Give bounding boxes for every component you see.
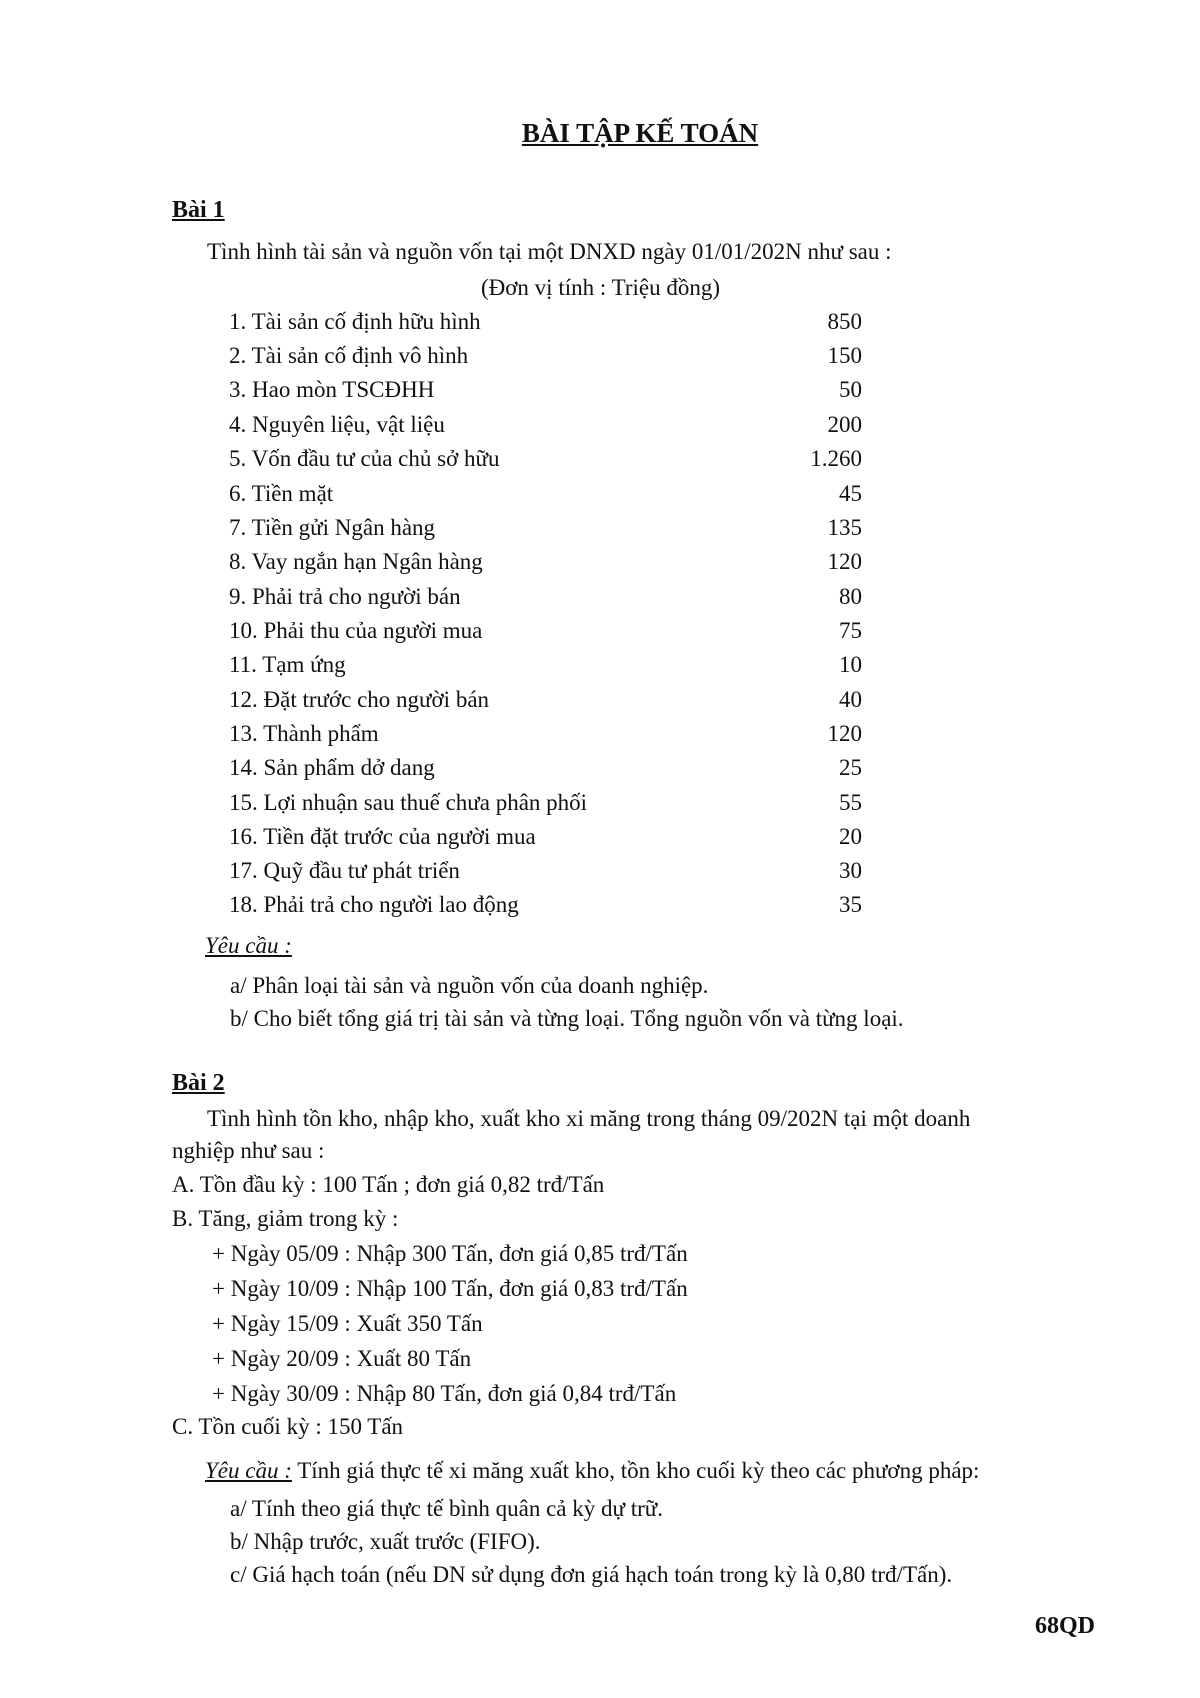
list-item: + Ngày 15/09 : Xuất 350 Tấn (212, 1311, 483, 1336)
list-item-label: 5. Vốn đầu tư của chủ sở hữu (229, 446, 500, 471)
list-item-amount: 150 (827, 343, 862, 368)
list-item-amount: 80 (839, 584, 862, 609)
list-item-label: 7. Tiền gửi Ngân hàng (229, 515, 436, 540)
bai1-heading: Bài 1 (172, 197, 225, 223)
list-item: + Ngày 20/09 : Xuất 80 Tấn (212, 1346, 472, 1371)
bai2-closing-stock: C. Tồn cuối kỳ : 150 Tấn (172, 1414, 404, 1439)
bai2-opening-stock: A. Tồn đầu kỳ : 100 Tấn ; đơn giá 0,82 trđ/Tấn (172, 1172, 605, 1197)
list-item-label: 8. Vay ngắn hạn Ngân hàng (229, 549, 483, 574)
list-item: + Ngày 10/09 : Nhập 100 Tấn, đơn giá 0,83 trđ/Tấn (212, 1276, 688, 1301)
list-item-amount: 75 (839, 618, 862, 643)
list-item-label: 10. Phải thu của người mua (229, 618, 483, 643)
bai2-requirement (205, 1459, 979, 1482)
list-item-label: 17. Quỹ đầu tư phát triển (229, 858, 460, 883)
list-item: + Ngày 05/09 : Nhập 300 Tấn, đơn giá 0,85 trđ/Tấn (212, 1241, 688, 1266)
list-item-label: 14. Sản phẩm dở dang (229, 755, 435, 780)
bai2-changes-heading: B. Tăng, giảm trong kỳ : (172, 1206, 399, 1231)
list-item-amount: 200 (827, 412, 862, 437)
list-item-amount: 20 (839, 824, 862, 849)
list-item-amount: 120 (827, 721, 862, 746)
list-item-label: 13. Thành phẩm (229, 721, 379, 746)
bai1-intro: Tình hình tài sản và nguồn vốn tại một DNXD ngày 01/01/202N như sau : (207, 239, 892, 264)
list-item-label: 2. Tài sản cố định vô hình (229, 343, 469, 368)
list-item-amount: 10 (839, 652, 862, 677)
list-item-amount: 1.260 (810, 446, 862, 471)
list-item-label: 12. Đặt trước cho người bán (229, 687, 490, 712)
page-title: BÀI TẬP KẾ TOÁN (521, 118, 759, 148)
list-item-label: 6. Tiền mặt (229, 481, 334, 506)
list-item-amount: 40 (839, 687, 862, 712)
bai2-requirement-label: Yêu cầu : (205, 1458, 292, 1483)
list-item-label: 18. Phải trả cho người lao động (229, 892, 519, 917)
bai2-intro-line1: Tình hình tồn kho, nhập kho, xuất kho xi măng trong tháng 09/202N tại một doanh (207, 1106, 971, 1131)
list-item-label: 16. Tiền đặt trước của người mua (229, 824, 536, 849)
list-item-amount: 25 (839, 755, 862, 780)
bai1-requirement-b: b/ Cho biết tổng giá trị tài sản và từng loại. Tổng nguồn vốn và từng loại. (230, 1006, 904, 1031)
list-item-amount: 45 (839, 481, 862, 506)
list-item-amount: 850 (827, 309, 862, 334)
list-item-amount: 120 (827, 549, 862, 574)
bai1-requirement-a: a/ Phân loại tài sản và nguồn vốn của doanh nghiệp. (230, 973, 709, 998)
list-item-label: 11. Tạm ứng (229, 652, 346, 677)
list-item-amount: 55 (839, 790, 862, 815)
list-item-amount: 35 (839, 892, 862, 917)
list-item-amount: 30 (839, 858, 862, 883)
list-item-label: 3. Hao mòn TSCĐHH (229, 377, 435, 402)
list-item: + Ngày 30/09 : Nhập 80 Tấn, đơn giá 0,84 trđ/Tấn (212, 1381, 677, 1406)
list-item-label: 4. Nguyên liệu, vật liệu (229, 412, 445, 437)
bai2-requirement-b: b/ Nhập trước, xuất trước (FIFO). (230, 1529, 541, 1554)
bai1-unit: (Đơn vị tính : Triệu đồng) (481, 275, 720, 300)
bai2-requirement-c: c/ Giá hạch toán (nếu DN sử dụng đơn giá hạch toán trong kỳ là 0,80 trđ/Tấn). (230, 1562, 953, 1587)
list-item-amount: 50 (839, 377, 862, 402)
bai1-requirement-label: Yêu cầu : (205, 933, 292, 958)
bai2-requirement-text: Tính giá thực tế xi măng xuất kho, tồn kho cuối kỳ theo các phương pháp: (291, 1458, 980, 1483)
list-item-label: 9. Phải trả cho người bán (229, 584, 461, 609)
list-item-label: 15. Lợi nhuận sau thuế chưa phân phối (229, 790, 588, 815)
bai2-intro-line2: nghiệp như sau : (172, 1138, 325, 1163)
page-number: 68QD (1035, 1613, 1095, 1639)
bai2-requirement-a: a/ Tính theo giá thực tế bình quân cả kỳ dự trữ. (230, 1496, 663, 1521)
list-item-amount: 135 (827, 515, 862, 540)
list-item-label: 1. Tài sản cố định hữu hình (229, 309, 481, 334)
bai2-heading: Bài 2 (172, 1070, 225, 1096)
